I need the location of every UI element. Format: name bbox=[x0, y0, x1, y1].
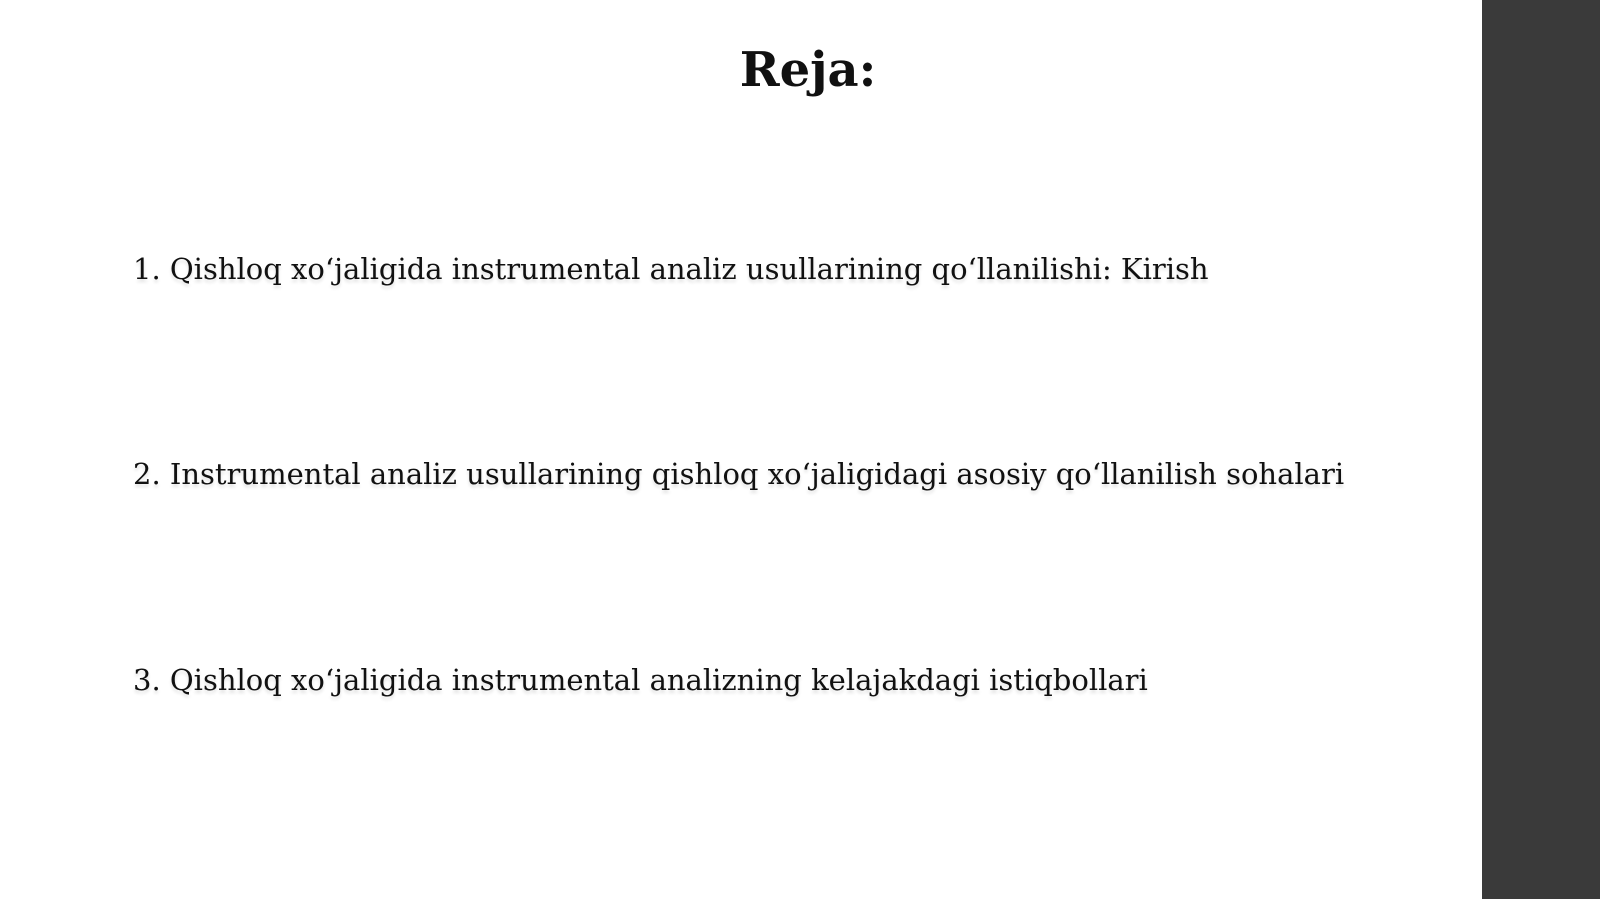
plan-item-2 bbox=[133, 456, 1344, 492]
plan-item-number: 2. bbox=[133, 457, 161, 491]
side-bar bbox=[1482, 0, 1600, 899]
plan-item-1 bbox=[133, 251, 1209, 287]
plan-item-number: 3. bbox=[133, 663, 161, 697]
slide-title: Reja: bbox=[739, 42, 877, 98]
plan-item-text: Qishloq xo‘jaligida instrumental analiz usullarining qo‘llanilishi: Kirish bbox=[169, 252, 1209, 286]
plan-item-number: 1. bbox=[133, 252, 161, 286]
plan-item-3 bbox=[133, 662, 1148, 698]
plan-item-text: Qishloq xo‘jaligida instrumental analizning kelajakdagi istiqbollari bbox=[169, 663, 1148, 697]
plan-item-text: Instrumental analiz usullarining qishloq xo‘jaligidagi asosiy qo‘llanilish sohalari bbox=[169, 457, 1345, 491]
